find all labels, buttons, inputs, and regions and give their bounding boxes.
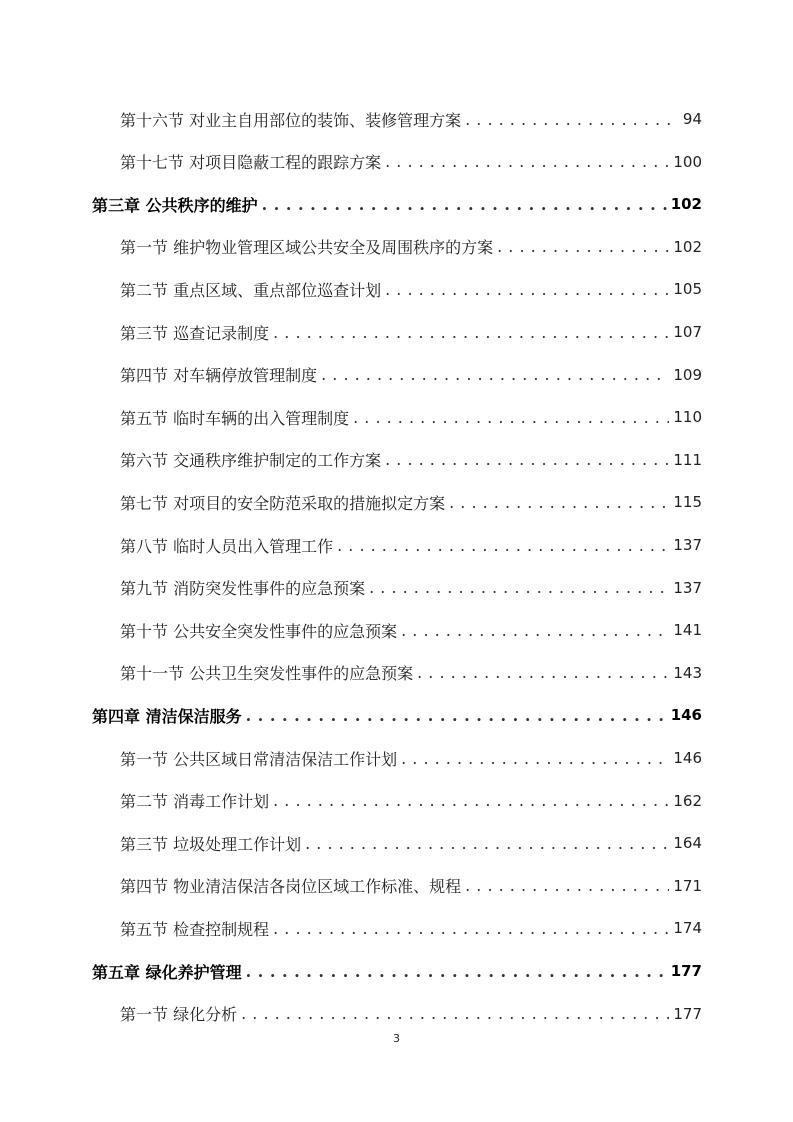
toc-entry-title: 第十一节 公共卫生突发性事件的应急预案 (120, 664, 414, 684)
toc-entry-page: 107 (673, 323, 702, 341)
toc-entry-page: 146 (673, 749, 702, 767)
toc-entry-title: 第一节 维护物业管理区域公共安全及周围秩序的方案 (120, 238, 494, 258)
dot-leader (401, 621, 669, 640)
dot-leader (385, 152, 669, 171)
dot-leader (273, 323, 669, 342)
toc-entry-title: 第四节 对车辆停放管理制度 (120, 366, 318, 386)
dot-leader (246, 962, 667, 981)
toc-section-entry[interactable] (120, 865, 702, 907)
toc-section-entry[interactable] (120, 609, 702, 651)
toc-entry-title: 第十七节 对项目隐蔽工程的跟踪方案 (120, 153, 382, 173)
toc-entry-title: 第六节 交通秩序维护制定的工作方案 (120, 451, 382, 471)
toc-section-entry[interactable] (120, 481, 702, 523)
toc-entry-page: 141 (673, 621, 702, 640)
toc-entry-page: 174 (673, 919, 702, 938)
toc-entry-page: 109 (673, 365, 702, 384)
dot-leader (465, 110, 679, 129)
toc-section-entry[interactable] (120, 567, 702, 609)
toc-section-entry[interactable] (120, 268, 702, 310)
toc-section-entry[interactable] (120, 737, 702, 779)
toc-section-entry[interactable] (120, 311, 702, 353)
toc-entry-title: 第七节 对项目的安全防范采取的措施拟定方案 (120, 493, 446, 513)
dot-leader (273, 919, 669, 938)
toc-entry-page: 111 (673, 450, 702, 469)
toc-entry-title: 第九节 消防突发性事件的应急预案 (120, 579, 366, 599)
toc-entry-page: 137 (673, 536, 702, 554)
toc-entry-title: 第五章 绿化养护管理 (92, 962, 242, 982)
toc-entry-title: 第三节 巡查记录制度 (120, 323, 270, 343)
dot-leader (321, 365, 669, 384)
dot-leader (369, 578, 669, 597)
toc-entry-page: 94 (682, 110, 702, 128)
dot-leader (465, 876, 669, 895)
toc-section-entry[interactable] (120, 993, 702, 1035)
toc-entry-title: 第五节 临时车辆的出入管理制度 (120, 408, 350, 428)
toc-chapter-entry[interactable] (92, 183, 702, 225)
toc-section-entry[interactable] (120, 354, 702, 396)
dot-leader (241, 1004, 669, 1023)
toc-entry-page: 146 (670, 706, 702, 725)
toc-entry-page: 177 (670, 962, 702, 980)
toc-chapter-entry[interactable] (92, 950, 702, 992)
toc-entry-page: 162 (673, 791, 702, 810)
toc-entry-title: 第二节 重点区域、重点部位巡查计划 (120, 280, 382, 300)
dot-leader (385, 280, 669, 299)
toc-entry-page: 143 (673, 663, 702, 682)
dot-leader (353, 408, 669, 427)
toc-entry-page: 100 (673, 152, 702, 171)
dot-leader (337, 536, 669, 555)
toc-entry-title: 第五节 检查控制规程 (120, 919, 270, 939)
dot-leader (417, 663, 669, 682)
dot-leader (497, 237, 669, 256)
toc-entry-page: 115 (673, 493, 702, 512)
toc-chapter-entry[interactable] (92, 694, 702, 736)
dot-leader (385, 450, 669, 469)
toc-entry-page: 102 (670, 195, 702, 214)
toc-entry-title: 第四章 清洁保洁服务 (92, 706, 242, 726)
toc-entry-title: 第一节 公共区域日常清洁保洁工作计划 (120, 749, 398, 769)
dot-leader (449, 493, 669, 512)
page-number: 3 (393, 1032, 400, 1045)
toc-entry-title: 第十六节 对业主自用部位的装饰、装修管理方案 (120, 110, 462, 130)
toc-section-entry[interactable] (120, 98, 702, 140)
toc-section-entry[interactable] (120, 780, 702, 822)
dot-leader (401, 749, 669, 768)
toc-entry-title: 第十节 公共安全突发性事件的应急预案 (120, 621, 398, 641)
toc-section-entry[interactable] (120, 439, 702, 481)
toc-entry-page: 137 (673, 578, 702, 597)
toc-section-entry[interactable] (120, 652, 702, 694)
toc-entry-page: 102 (673, 237, 702, 256)
toc-entry-title: 第一节 绿化分析 (120, 1005, 238, 1025)
toc-section-entry[interactable] (120, 524, 702, 566)
toc-section-entry[interactable] (120, 907, 702, 949)
toc-entry-page: 164 (673, 834, 702, 853)
toc-entry-page: 105 (673, 280, 702, 299)
toc-section-entry[interactable] (120, 396, 702, 438)
dot-leader (262, 195, 667, 214)
toc-entry-page: 177 (673, 1004, 702, 1023)
toc-entry-title: 第二节 消毒工作计划 (120, 792, 270, 812)
dot-leader (273, 791, 669, 810)
toc-section-entry[interactable] (120, 822, 702, 864)
toc-entry-title: 第三章 公共秩序的维护 (92, 195, 258, 215)
toc-section-entry[interactable] (120, 226, 702, 268)
dot-leader (305, 834, 669, 853)
toc-entry-page: 110 (673, 408, 702, 427)
toc-entry-page: 171 (673, 876, 702, 895)
dot-leader (246, 706, 667, 725)
toc-entry-title: 第四节 物业清洁保洁各岗位区域工作标准、规程 (120, 877, 462, 897)
toc-section-entry[interactable] (120, 141, 702, 183)
toc-entry-title: 第八节 临时人员出入管理工作 (120, 536, 334, 556)
toc-entry-title: 第三节 垃圾处理工作计划 (120, 834, 302, 854)
